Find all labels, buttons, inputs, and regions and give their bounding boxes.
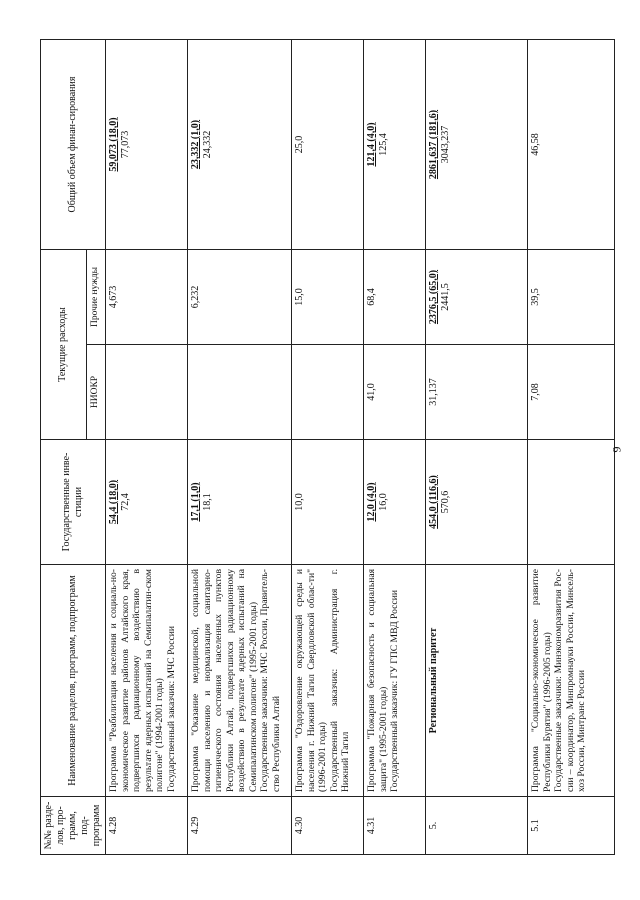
header-row <box>41 39 87 854</box>
invest-cell <box>188 440 292 565</box>
total-cell <box>426 39 528 249</box>
page-number: 9 <box>609 446 624 453</box>
header-name: Наименование разделов, программ, подпрограмм <box>41 565 106 797</box>
total-main: 2861,637 (181,6) <box>428 109 439 180</box>
program-title: Программа "Пожарная безопасность и социальная защита" (1995-2001 годы) <box>366 569 389 792</box>
header-invest: Государственные инве-стиции <box>41 440 106 565</box>
other-main: 15,0 <box>294 288 305 306</box>
program-title: Программа "Оказание медицинской, социальной помощи населению и нормализация санитарно-гигиенического состояния населенных пунктов Республики Алтай, подвергшихся радиационному воздействию в результате ядерных испытаний на Семипалатинском полигоне" (1995-2001 годы) <box>190 569 259 792</box>
table-row <box>292 39 364 854</box>
other-main: 2376,5 (65,0) <box>428 269 439 325</box>
total-sub: 46,58 <box>530 133 541 156</box>
program-cell <box>188 565 292 797</box>
program-title: Программа "Оздоровление окружающей среды и населения г. Нижний Тагил Свердловской облас-ти" (1996-2001 годы) <box>294 569 328 792</box>
invest-sub: 72,4 <box>120 493 131 511</box>
row-number: 5.1 <box>528 797 615 855</box>
niokr-cell: 41,0 <box>364 345 426 440</box>
other-main: 4,673 <box>108 285 119 309</box>
niokr-cell <box>106 345 188 440</box>
niokr-cell: 31,137 <box>426 345 528 440</box>
other-main: 39,5 <box>530 288 541 306</box>
header-current: Текущие расходы <box>41 249 87 439</box>
other-main: 6,232 <box>190 285 201 309</box>
other-cell <box>426 249 528 344</box>
table-row <box>106 39 188 854</box>
invest-main: 17,1 (1,0) <box>190 482 201 522</box>
header-other: Прочие нужды <box>86 249 105 344</box>
row-number: 4.31 <box>364 797 426 855</box>
invest-cell <box>426 440 528 565</box>
niokr-cell <box>188 345 292 440</box>
total-main: 23,332 (1,0) <box>190 119 201 170</box>
program-title: Региональный паритет <box>426 565 528 797</box>
invest-main: 54,4 (18,0) <box>108 479 119 525</box>
row-number: 4.29 <box>188 797 292 855</box>
total-cell <box>364 39 426 249</box>
row-number: 5. <box>426 797 528 855</box>
program-cell <box>292 565 364 797</box>
total-sub: 125,4 <box>378 133 389 156</box>
invest-cell <box>528 440 615 565</box>
total-sub: 77,073 <box>120 130 131 159</box>
invest-sub: 10,0 <box>294 493 305 511</box>
row-number: 4.30 <box>292 797 364 855</box>
program-customer: Государственный заказчик: Администрация г. Нижний Тагил <box>328 569 351 792</box>
program-cell <box>106 565 188 797</box>
total-cell <box>188 39 292 249</box>
program-cell <box>364 565 426 797</box>
table-row <box>528 39 615 854</box>
header-num: №№ разде-лов, про-грамм, под-программ <box>41 797 106 855</box>
table-row <box>364 39 426 854</box>
total-sub: 24,332 <box>202 130 213 159</box>
table-row <box>426 39 528 854</box>
row-number: 4.28 <box>106 797 188 855</box>
other-cell <box>106 249 188 344</box>
total-cell <box>292 39 364 249</box>
invest-cell <box>106 440 188 565</box>
program-customer: Государственные заказчики: Минэкономразвития Рос-сии – координатор, Минпромнауки России, Минсель-хоз России, Минтранс России <box>553 569 587 792</box>
program-cell <box>528 565 615 797</box>
invest-cell <box>364 440 426 565</box>
program-customer: Государственные заказчики: МЧС России, Правитель-ство Республики Алтай <box>259 569 282 792</box>
other-cell <box>292 249 364 344</box>
program-title: Программа "Реабилитация населения и социаль-но-экономическое развитие районов Алтайского края, подвергшихся радиационному воздействию в результате ядерных испытаний на Семипалатин-ском полигоне" (1994-2001 годы) <box>108 569 165 792</box>
invest-main: 12,0 (4,0) <box>366 482 377 522</box>
other-cell <box>364 249 426 344</box>
other-sub: 2441,5 <box>440 283 451 311</box>
invest-cell <box>292 440 364 565</box>
invest-sub: 570,6 <box>440 490 451 514</box>
total-main: 59,073 (18,0) <box>108 117 119 172</box>
total-cell <box>528 39 615 249</box>
total-sub: 25,0 <box>294 135 305 154</box>
other-cell <box>188 249 292 344</box>
other-main: 68,4 <box>366 288 377 306</box>
other-cell <box>528 249 615 344</box>
program-customer: Государственный заказчик: ГУ ГПС МВД России <box>389 590 400 792</box>
program-title: Программа "Социально-экономическое развитие Республики Бурятия" (1996-2005 годы) <box>530 569 553 792</box>
program-customer: Государственный заказчик: МЧС России <box>165 625 177 792</box>
invest-sub: 18,1 <box>202 493 213 511</box>
total-cell <box>106 39 188 249</box>
niokr-cell: 7,08 <box>528 345 615 440</box>
niokr-cell <box>292 345 364 440</box>
table-row <box>188 39 292 854</box>
header-total: Общий объем финан-сирования <box>41 39 106 249</box>
invest-sub: 16,0 <box>378 493 389 511</box>
total-sub: 3043,237 <box>440 125 451 164</box>
total-main: 121,4 (4,0) <box>366 122 377 167</box>
header-niokr: НИОКР <box>86 345 105 440</box>
financing-table <box>40 39 615 855</box>
invest-main: 454,0 (116,6) <box>428 475 439 529</box>
rotated-table-container <box>40 40 605 855</box>
